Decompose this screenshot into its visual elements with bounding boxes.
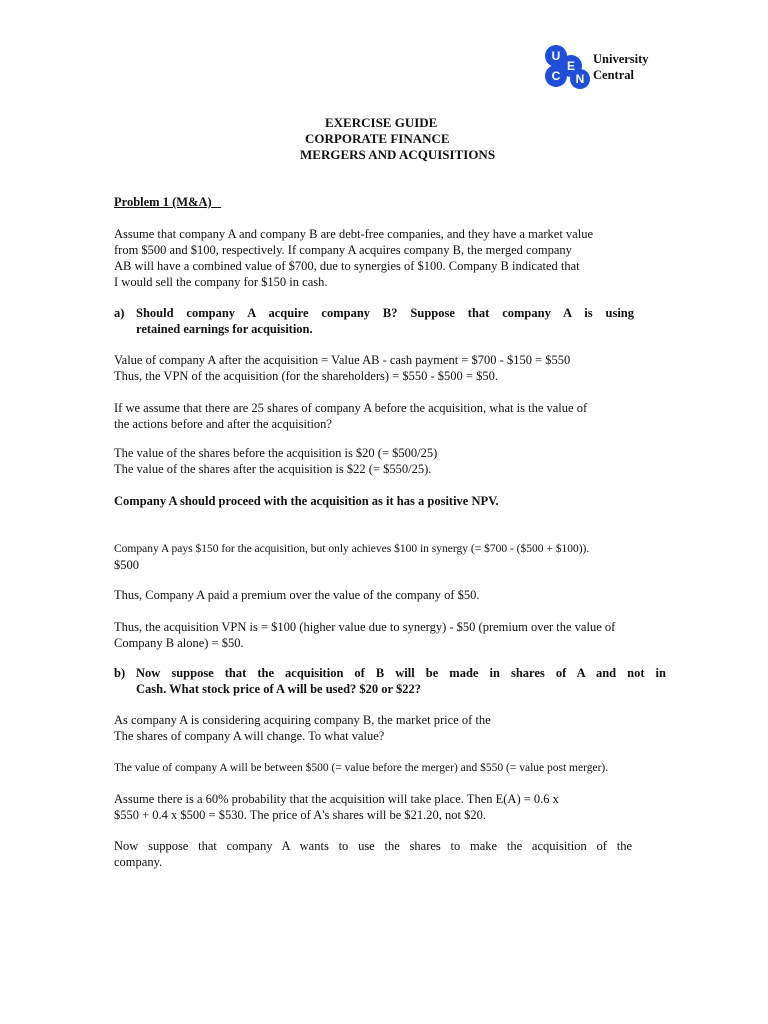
course-title: CORPORATE FINANCE — [305, 131, 450, 146]
question-b-line2: Cash. What stock price of A will be used? $20 or $22? — [136, 682, 421, 696]
shares-question — [114, 400, 674, 432]
question-a-line1 — [114, 305, 634, 321]
question-b-label: b) — [114, 666, 126, 680]
question-b — [114, 665, 666, 697]
topic-title: MERGERS AND ACQUISITIONS — [300, 147, 496, 162]
shares-answer — [114, 445, 674, 477]
text-line: The shares of company A will change. To what value? — [114, 729, 385, 743]
logo-emblem-icon — [543, 44, 591, 90]
text-line: $550 + 0.4 x $500 = $530. The price of A's shares will be $21.20, not $20. — [114, 808, 486, 822]
value-range: The value of company A will be between $500 (= value before the merger) and $550 (= value post merger). — [114, 762, 609, 774]
text-line: $500 — [114, 558, 139, 572]
premium-paragraph — [114, 541, 674, 573]
question-a-label: a) — [114, 306, 125, 320]
text-line: company. — [114, 855, 163, 869]
text-line: The value of the shares before the acquisition is $20 (= $500/25) — [114, 446, 438, 460]
logo-letter-n: N — [575, 72, 585, 86]
logo-letter-u: U — [551, 49, 561, 63]
intro-paragraph — [114, 226, 674, 290]
text-line: I would sell the company for $150 in cash. — [114, 275, 328, 289]
text-line: Thus, the VPN of the acquisition (for the shareholders) = $550 - $500 = $50. — [114, 369, 498, 383]
text-line: Thus, the acquisition VPN is = $100 (higher value due to synergy) - $50 (premium over the value of — [114, 620, 616, 634]
conclusion-a: Company A should proceed with the acquisition as it has a positive NPV. — [114, 494, 499, 508]
question-b-text: Now suppose that the acquisition of B will be made in shares of A and not in — [136, 666, 666, 680]
text-line: Value of company A after the acquisition = Value AB - cash payment = $700 - $150 = $550 — [114, 353, 571, 367]
probability-paragraph — [114, 791, 674, 823]
text-line: The value of the shares after the acquisition is $22 (= $550/25). — [114, 462, 432, 476]
text-line: AB will have a combined value of $700, due to synergies of $100. Company B indicated that — [114, 259, 580, 273]
university-logo — [543, 44, 693, 90]
text-line: Now suppose that company A wants to use the shares to make the acquisition of the — [114, 839, 632, 853]
problem-heading — [114, 194, 221, 210]
text-line: Company A pays $150 for the acquisition, but only achieves $100 in synergy (= $700 - ($500 + $100)). — [114, 543, 590, 555]
text-line: from $500 and $100, respectively. If company A acquires company B, the merged company — [114, 243, 572, 257]
vpn-paragraph — [114, 619, 674, 651]
text-line: the actions before and after the acquisition? — [114, 417, 332, 431]
question-a — [114, 305, 634, 337]
question-a-text: Should company A acquire company B? Suppose that company A is using — [136, 306, 634, 320]
logo-letter-e: E — [566, 59, 576, 73]
logo-name-line1: University — [593, 52, 649, 66]
premium-paid: Thus, Company A paid a premium over the value of the company of $50. — [114, 588, 480, 602]
question-b-line1 — [114, 665, 666, 681]
text-line: Company B alone) = $50. — [114, 636, 244, 650]
logo-letter-c: C — [551, 69, 561, 83]
problem-title: Problem 1 (M&A) — [114, 195, 212, 209]
calculation-a — [114, 352, 674, 384]
question-a-line2: retained earnings for acquisition. — [136, 322, 313, 336]
text-line: Assume there is a 60% probability that the acquisition will take place. Then E(A) = 0.6 x — [114, 792, 559, 806]
text-line: Assume that company A and company B are debt-free companies, and they have a market value — [114, 227, 593, 241]
market-price-paragraph — [114, 712, 674, 744]
document-title: EXERCISE GUIDE — [325, 115, 438, 130]
logo-name-line2: Central — [593, 68, 634, 82]
final-paragraph — [114, 838, 632, 870]
text-line: As company A is considering acquiring company B, the market price of the — [114, 713, 491, 727]
text-line: If we assume that there are 25 shares of company A before the acquisition, what is the value of — [114, 401, 588, 415]
